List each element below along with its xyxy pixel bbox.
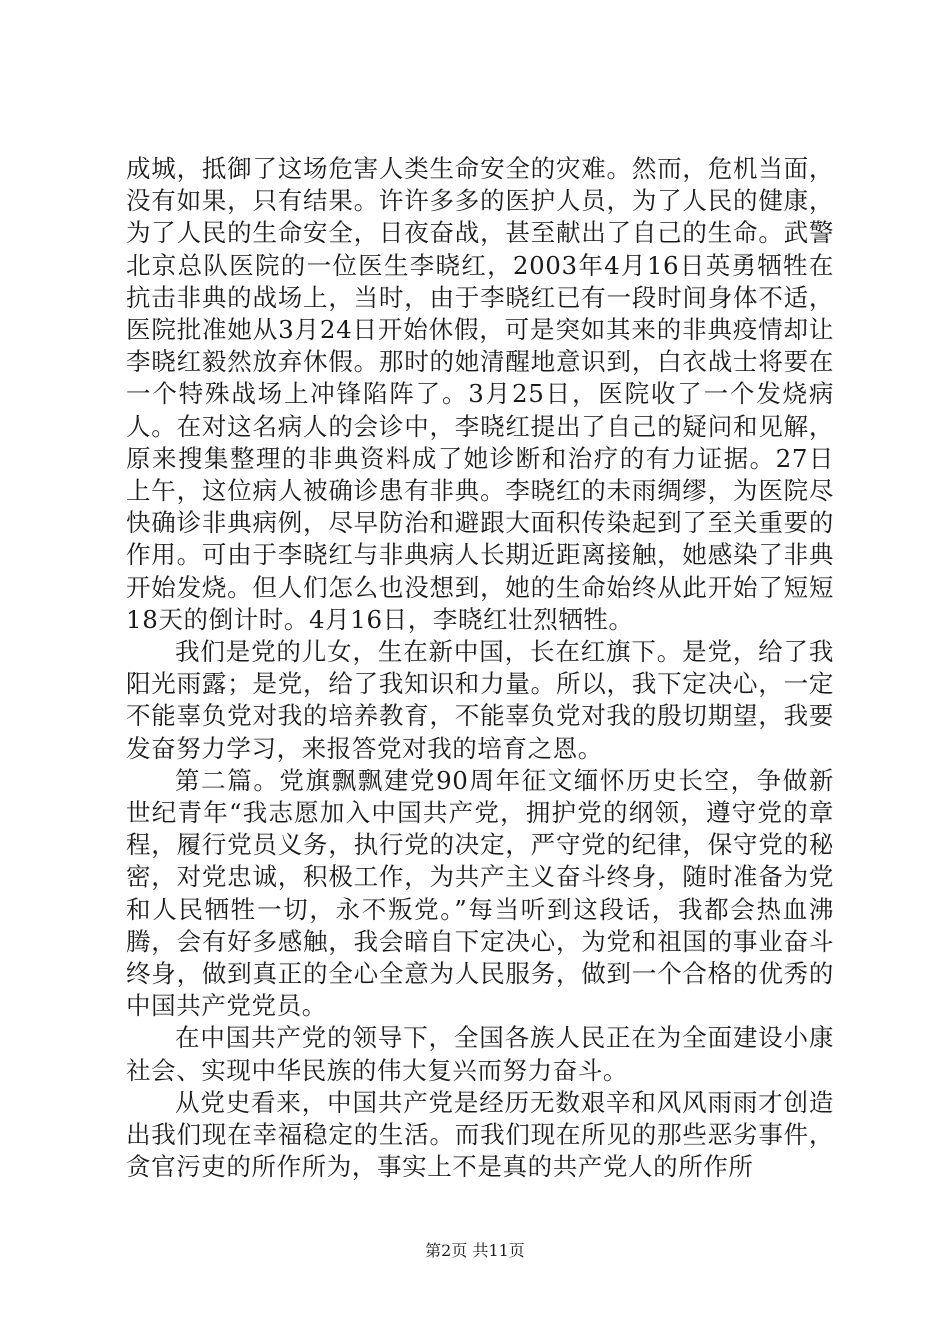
- page-footer: 第2页 共11页: [425, 1241, 525, 1260]
- paragraph-5: 从党史看来，中国共产党是经历无数艰辛和风风雨雨才创造出我们现在幸福稳定的生活。而我们现在所见的那些恶劣事件，贪官污吏的所作所为，事实上不是真的共产党人的所作所: [126, 1087, 834, 1182]
- paragraph-4: 在中国共产党的领导下，全国各族人民正在为全面建设小康社会、实现中华民族的伟大复兴而努力奋斗。: [126, 1023, 834, 1085]
- paragraph-3: 第二篇。党旗飘飘建党90周年征文缅怀历史长空，争做新世纪青年“我志愿加入中国共产党，拥护党的纲领，遵守党的章程，履行党员义务，执行党的决定，严守党的纪律，保守党的秘密，对党忠诚，积极工作，为共产主义奋斗终身，随时准备为党和人民牺牲一切，永不叛党。”每当听到这段话，我都会热血沸腾，会有好多感触，我会暗自下定决心，为党和祖国的事业奋斗终身，做到真正的全心全意为人民服务，做到一个合格的优秀的中国共产党党员。: [126, 765, 834, 1021]
- paragraph-2: 我们是党的儿女，生在新中国，长在红旗下。是党，给了我阳光雨露；是党，给了我知识和力量。所以，我下定决心，一定不能辜负党对我的培养教育，不能辜负党对我的殷切期望，我要发奋努力学习，来报答党对我的培育之恩。: [126, 637, 834, 763]
- paragraph-1: 成城，抵御了这场危害人类生命安全的灾难。然而，危机当面，没有如果，只有结果。许许多多的医护人员，为了人民的健康，为了人民的生命安全，日夜奋战，甚至献出了自己的生命。武警北京总队医院的一位医生李晓红，2003年4月16日英勇牺牲在抗击非典的战场上，当时，由于李晓红已有一段时间身体不适，医院批准她从3月24日开始休假，可是突如其来的非典疫情却让李晓红毅然放弃休假。那时的她清醒地意识到，白衣战士将要在一个特殊战场上冲锋陷阵了。3月25日，医院收了一个发烧病人。在对这名病人的会诊中，李晓红提出了自己的疑问和见解，原来搜集整理的非典资料成了她诊断和治疗的有力证据。27日上午，这位病人被确诊患有非典。李晓红的未雨绸缪，为医院尽快确诊非典病例，尽早防治和避跟大面积传染起到了至关重要的作用。可由于李晓红与非典病人长期近距离接触，她感染了非典开始发烧。但人们怎么也没想到，她的生命始终从此开始了短短18天的倒计时。4月16日，李晓红壮烈牺牲。: [126, 154, 834, 634]
- document-body: [126, 153, 834, 1184]
